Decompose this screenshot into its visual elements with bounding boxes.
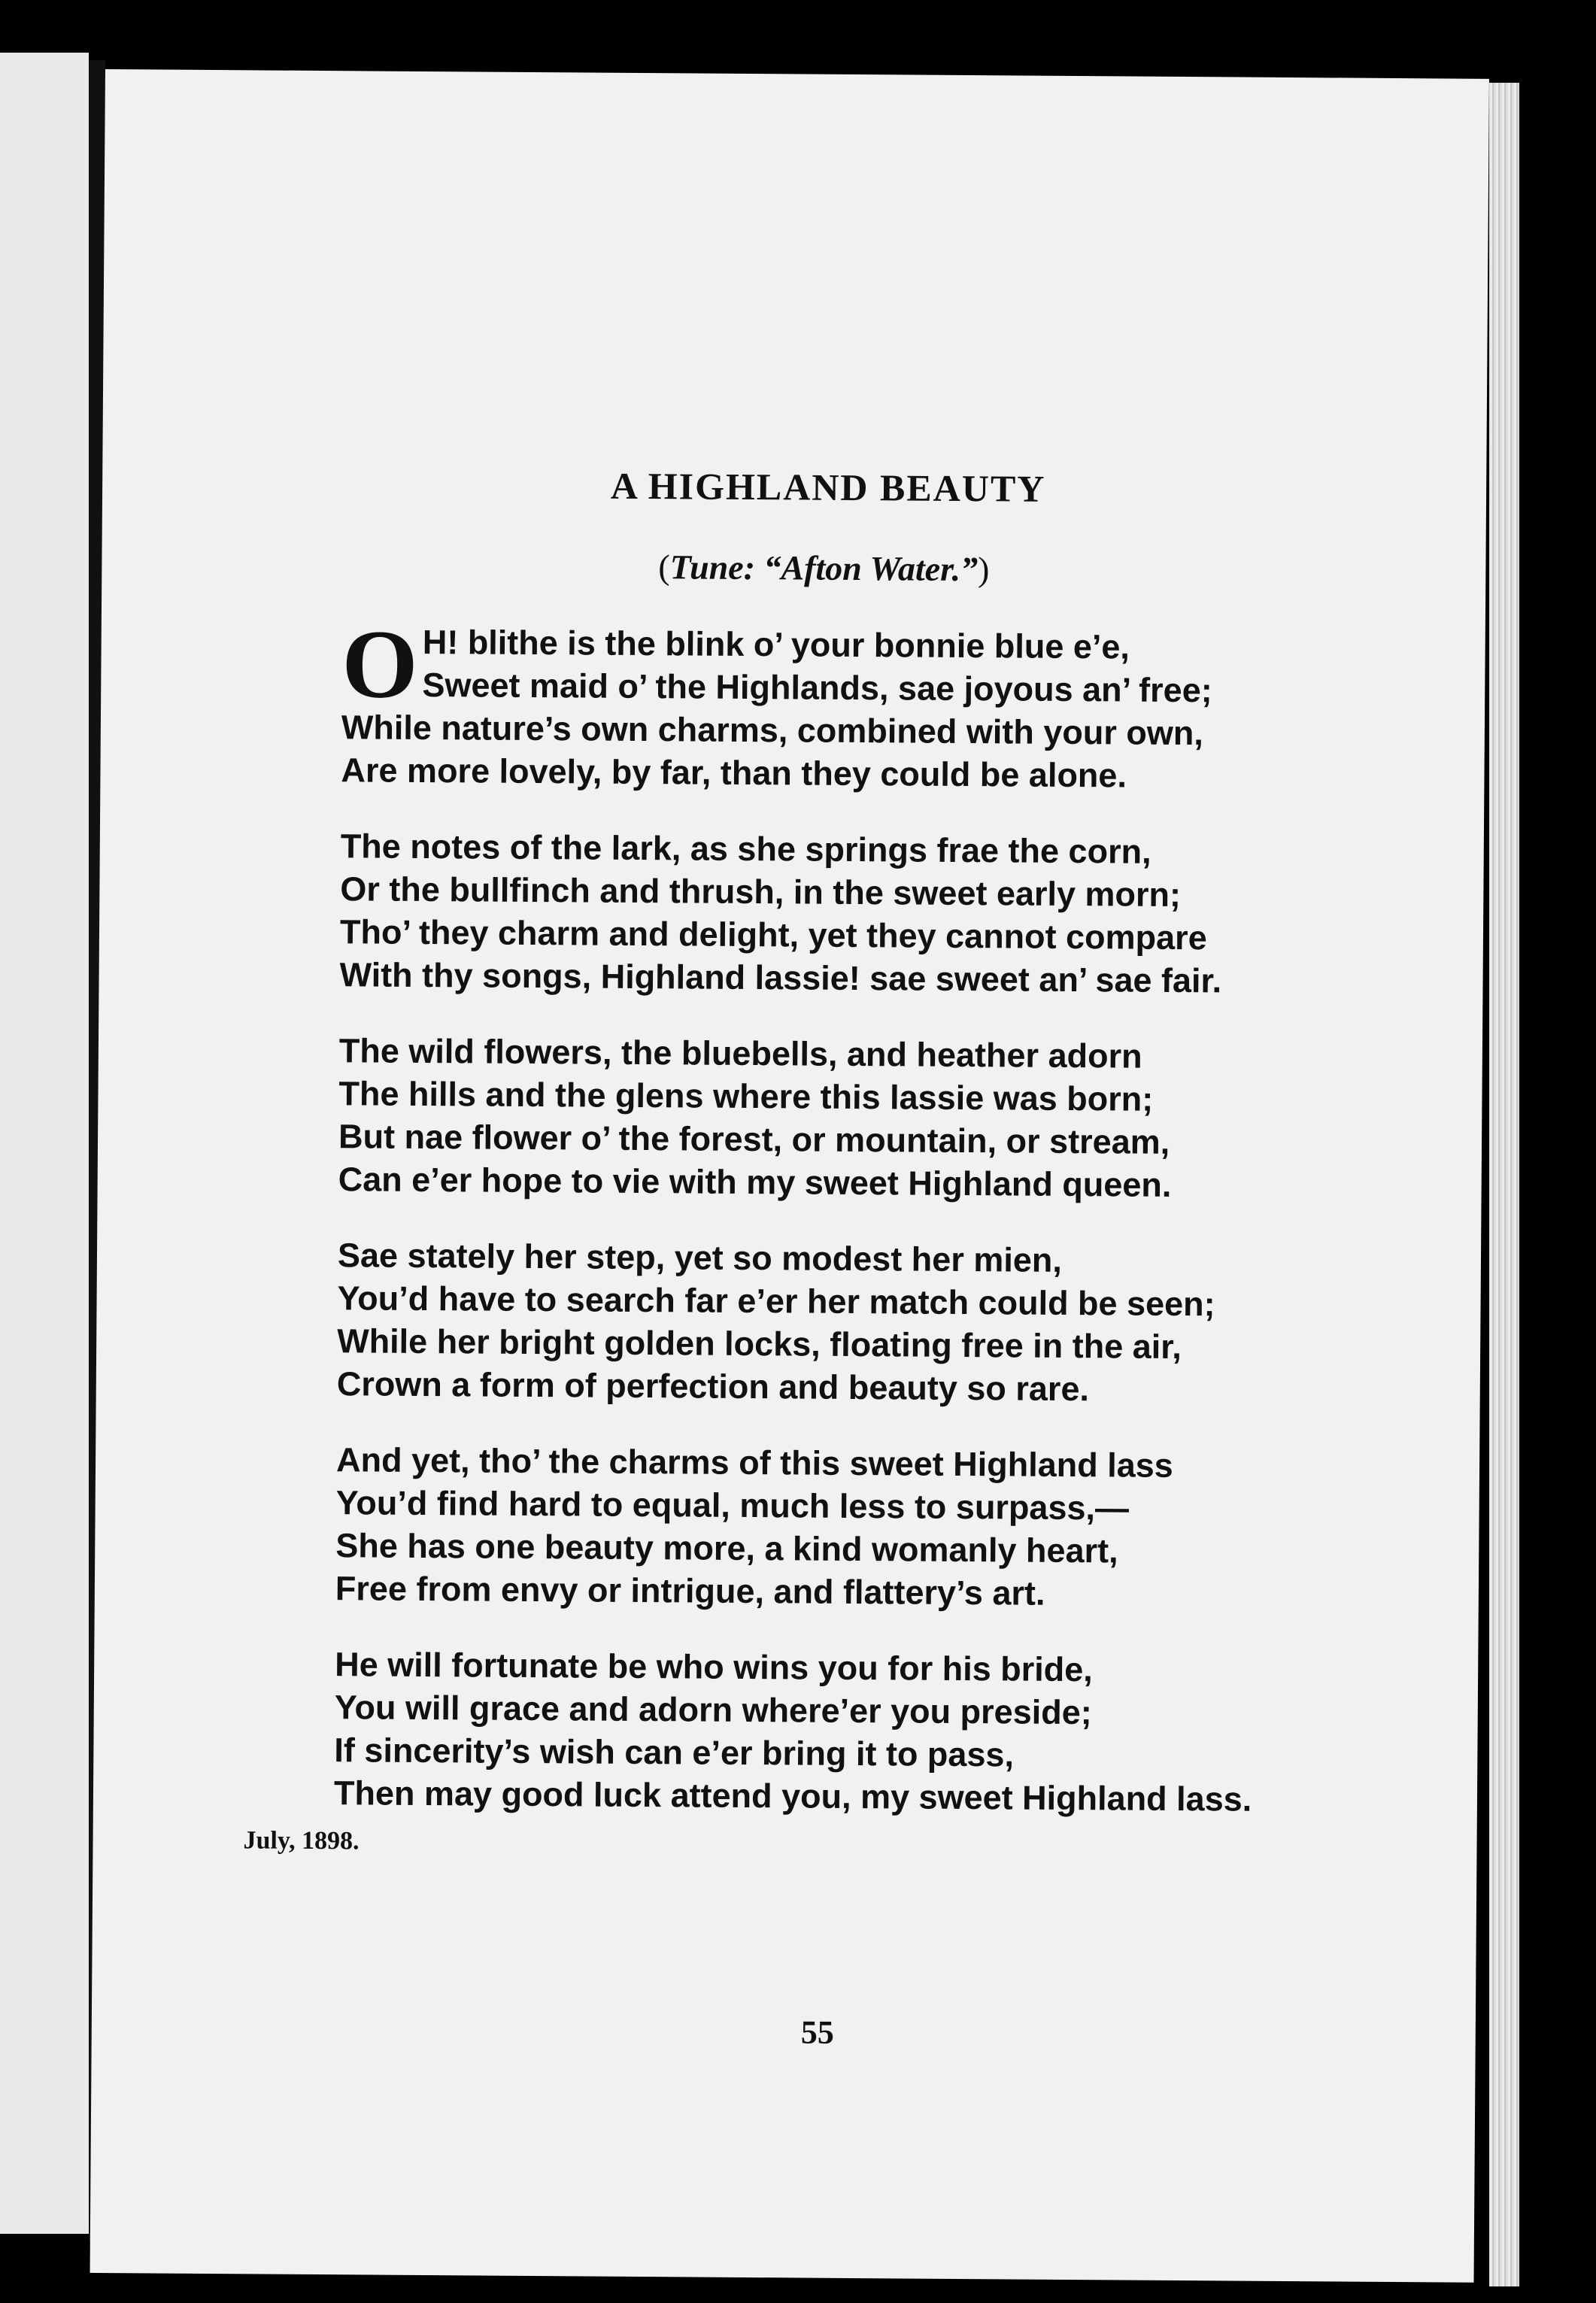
drop-cap: O [341,610,419,719]
poem-body [333,610,1395,1855]
stanza-3 [338,1029,1393,1208]
poem-date: July, 1898. [243,1826,360,1855]
stanza-1 [341,610,1395,799]
book-page [90,69,1489,2283]
poem-subtitle [102,543,1485,593]
poem-line: If sincerity’s wish can e’er bring it to pass, [334,1731,1015,1774]
subtitle-tune: Tune: “Afton Water.” [669,548,979,589]
poem-line: The wild flowers, the bluebells, and heather adorn [338,1031,1142,1076]
poem-line: The notes of the lark, as she springs frae the corn, [340,827,1151,871]
page-stack-edge [1489,83,1519,2286]
poem-line: Or the bullfinch and thrush, in the sweet early morn; [340,869,1182,915]
page-number: 55 [800,2013,834,2051]
poem-line: Then may good luck attend you, my sweet Highland lass. [333,1774,1252,1819]
facing-page-edge [0,53,89,2234]
poem-title: A HIGHLAND BEAUTY [610,464,1046,510]
poem-line: You’d find hard to equal, much less to surpass,— [335,1483,1130,1528]
poem-line: He will fortunate be who wins you for his bride, [335,1645,1093,1689]
subtitle-open-paren: ( [658,548,670,587]
stanza-4 [337,1233,1391,1412]
page-content [90,69,1489,2283]
poem-line: Free from envy or intrigue, and flattery’s art. [335,1569,1045,1613]
poem-line: While nature’s own charms, combined with your own, [341,708,1204,753]
subtitle-close-paren: ) [977,550,990,589]
poem-line: Sae stately her step, yet so modest her mien, [337,1236,1063,1279]
stanza-6 [334,1643,1388,1822]
poem-line: The hills and the glens where this lassie was born; [338,1074,1154,1118]
poem-line: Tho’ they charm and delight, yet they cannot compare [339,912,1207,957]
poem-line: Are more lovely, by far, than they could be alone. [341,751,1127,795]
stanza-5 [335,1438,1390,1617]
poem-line: Can e’er hope to vie with my sweet Highland queen. [338,1160,1172,1204]
poem-line: While her bright golden locks, floating free in the air, [337,1321,1182,1367]
poem-line: She has one beauty more, a kind womanly heart, [335,1526,1118,1570]
poem-line: Crown a form of perfection and beauty so rare. [336,1364,1090,1409]
poem-line: Sweet maid o’ the Highlands, sae joyous an’ free; [422,665,1212,710]
poem-line: You’d have to search far e’er her match could be seen; [337,1279,1215,1324]
stanza-2 [339,824,1394,1003]
poem-line: H! blithe is the blink o’ your bonnie blue e’e, [422,622,1130,666]
poem-line: But nae flower o’ the forest, or mountain, or stream, [338,1117,1170,1161]
poem-line: You will grace and adorn where’er you preside; [334,1688,1092,1732]
poem-line: With thy songs, Highland lassie! sae sweet an’ sae fair. [339,955,1222,1000]
poem-line: And yet, tho’ the charms of this sweet Highland lass [335,1440,1173,1485]
